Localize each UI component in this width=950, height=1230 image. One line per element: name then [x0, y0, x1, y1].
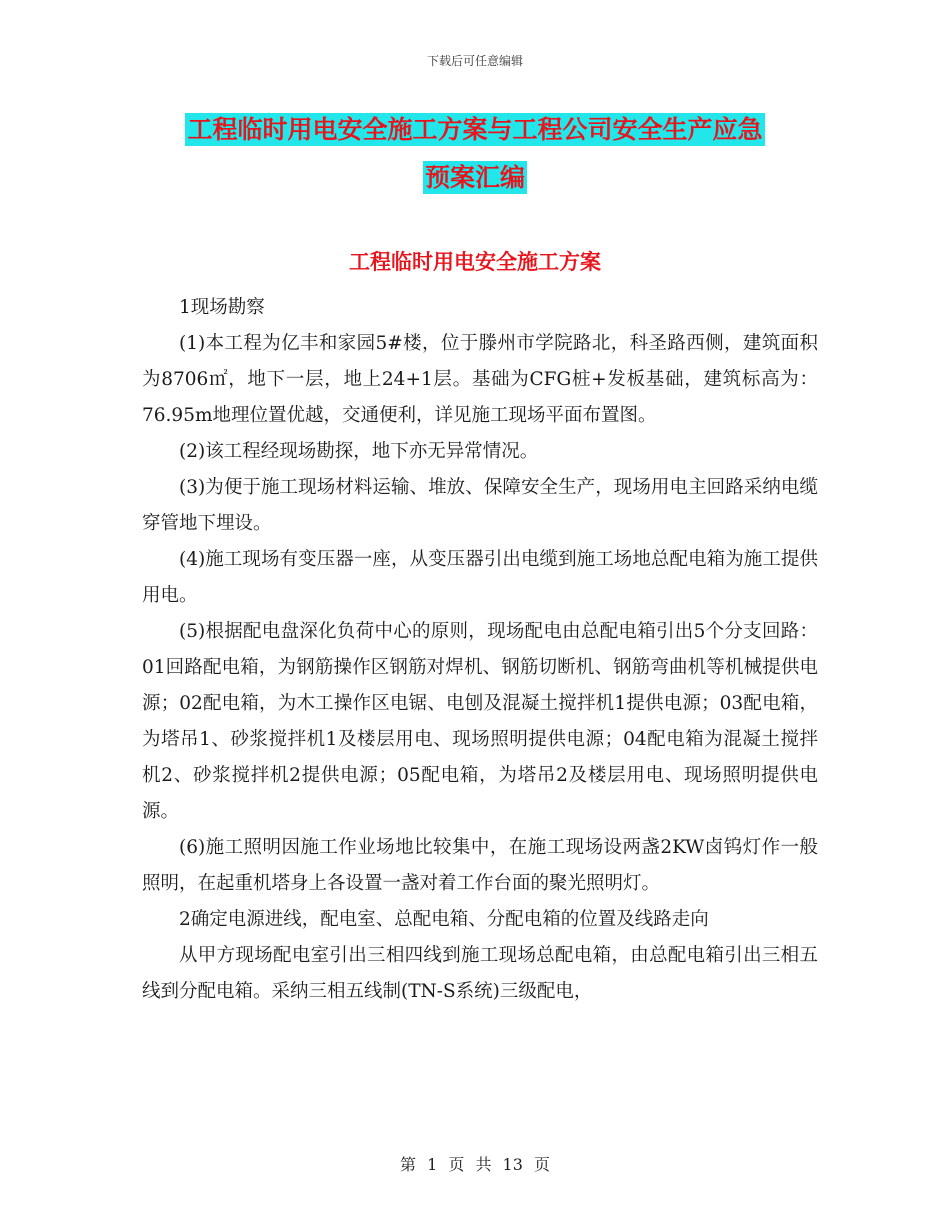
document-title	[0, 106, 950, 202]
document-title-line-1: 工程临时用电安全施工方案与工程公司安全生产应急	[187, 115, 763, 144]
paragraph: (6)施工照明因施工作业场地比较集中，在施工现场设两盏2KW卤钨灯作一般照明，在起重机塔身上各设置一盏对着工作台面的聚光照明灯。	[142, 837, 818, 894]
paragraph: (4)施工现场有变压器一座，从变压器引出电缆到施工场地总配电箱为施工提供用电。	[142, 549, 818, 606]
heading-power-source: 2确定电源进线，配电室、总配电箱、分配电箱的位置及线路走向	[179, 909, 709, 930]
heading-site-survey: 1现场勘察	[179, 297, 265, 318]
paragraph: 从甲方现场配电室引出三相四线到施工现场总配电箱，由总配电箱引出三相五线到分配电箱。采纳三相五线制(TN-S系统)三级配电，	[142, 945, 818, 1002]
document-title-line-2: 预案汇编	[424, 163, 525, 192]
paragraph: (3)为便于施工现场材料运输、堆放、保障安全生产，现场用电主回路采纳电缆穿管地下埋设。	[142, 477, 818, 534]
paragraph: (1)本工程为亿丰和家园5#楼，位于滕州市学院路北，科圣路西侧，建筑面积为8706㎡，地下一层，地上24+1层。基础为CFG桩+发板基础，建筑标高为：76.95m地理位置优越，交通便利，详见施工现场平面布置图。	[142, 333, 818, 426]
paragraph: (2)该工程经现场勘探，地下亦无异常情况。	[179, 441, 539, 462]
header-note: 下载后可任意编辑	[426, 54, 523, 68]
section-title: 工程临时用电安全施工方案	[349, 249, 601, 274]
page-footer: 第 1 页 共 13 页	[400, 1155, 550, 1174]
document-body	[142, 290, 818, 1010]
paragraph: (5)根据配电盘深化负荷中心的原则，现场配电由总配电箱引出5个分支回路：01回路配电箱，为钢筋操作区钢筋对焊机、钢筋切断机、钢筋弯曲机等机械提供电源；02配电箱，为木工操作区电锯、电刨及混凝土搅拌机1提供电源；03配电箱，为塔吊1、砂浆搅拌机1及楼层用电、现场照明提供电源；04配电箱为混凝土搅拌机2、砂浆搅拌机2提供电源；05配电箱，为塔吊2及楼层用电、现场照明提供电源。	[142, 621, 818, 822]
